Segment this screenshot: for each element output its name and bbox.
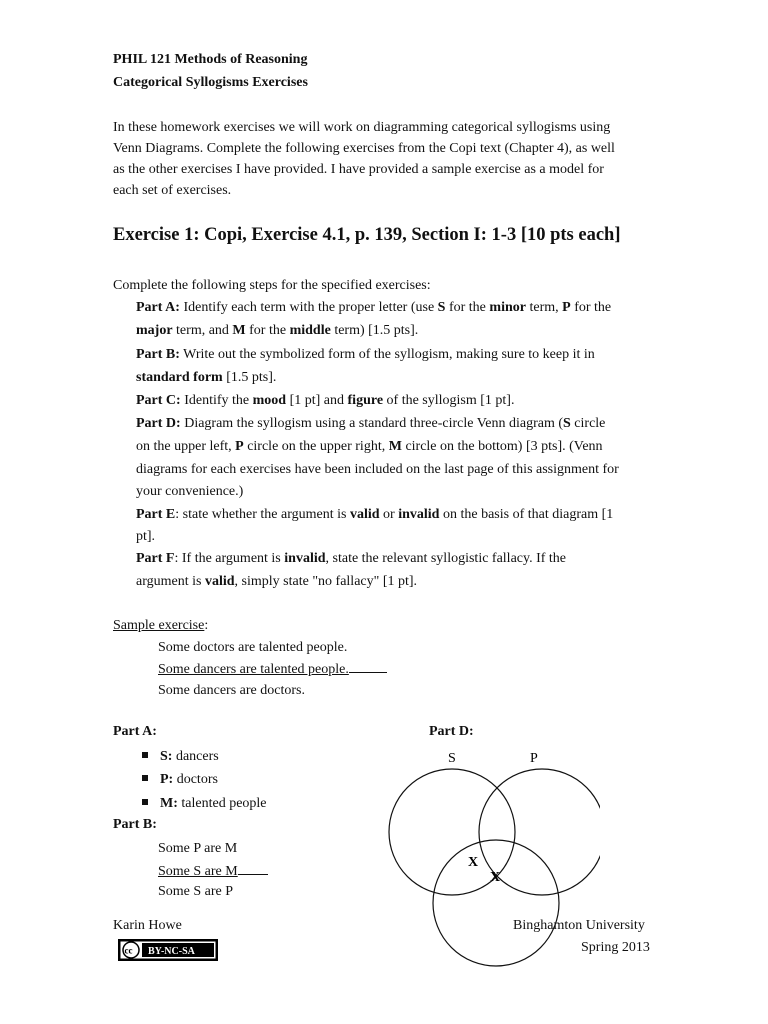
part-a-line-1: Part A: Identify each term with the proper letter (use S for the minor term, P for the	[136, 300, 612, 315]
part-a-heading: Part A:	[113, 724, 157, 739]
part-b-conclusion: Some S are P	[158, 884, 234, 899]
part-b-premise-1: Some P are M	[158, 841, 238, 856]
venn-diagram	[380, 745, 600, 990]
bullet-icon	[142, 775, 148, 781]
part-a-item-p: P: doctors	[142, 769, 218, 791]
sample-label: Sample exercise:	[113, 618, 209, 633]
sample-conclusion: Some dancers are doctors.	[158, 683, 305, 698]
course-title: PHIL 121 Methods of Reasoning	[113, 52, 308, 67]
sample-premise-1: Some doctors are talented people.	[158, 640, 348, 655]
intro-line-1: In these homework exercises we will work on diagramming categorical syllogisms using	[113, 120, 611, 135]
bullet-icon	[142, 752, 148, 758]
part-b-line-2: standard form [1.5 pts].	[136, 370, 277, 385]
part-d-heading: Part D:	[429, 724, 474, 739]
venn-mark-x1: X	[468, 855, 479, 870]
steps-intro: Complete the following steps for the specified exercises:	[113, 278, 431, 293]
part-f-line-2: argument is valid, simply state "no fallacy" [1 pt].	[136, 574, 418, 589]
part-b-heading: Part B:	[113, 817, 157, 832]
part-a-item-s: S: dancers	[142, 746, 219, 768]
venn-label-s: S	[448, 751, 456, 766]
footer-author: Karin Howe	[113, 918, 182, 933]
exercise-heading: Exercise 1: Copi, Exercise 4.1, p. 139, Section I: 1-3 [10 pts each]	[113, 225, 621, 245]
venn-label-p: P	[530, 751, 538, 766]
sample-premise-2: Some dancers are talented people.	[158, 658, 387, 681]
part-d-line-2: on the upper left, P circle on the upper right, M circle on the bottom) [3 pts]. (Venn	[136, 439, 603, 454]
cc-logo-text: cc	[124, 945, 133, 956]
footer-term: Spring 2013	[581, 940, 650, 955]
intro-line-4: each set of exercises.	[113, 183, 232, 198]
part-e-line-1: Part E: state whether the argument is valid or invalid on the basis of that diagram [1	[136, 507, 614, 522]
venn-mark-x2: X	[490, 870, 501, 885]
part-a-item-m: M: talented people	[142, 793, 267, 815]
cc-license-badge	[118, 939, 218, 961]
part-d-line-4: your convenience.)	[136, 484, 244, 499]
part-b-premise-2: Some S are M	[158, 860, 268, 883]
cc-license-text: BY-NC-SA	[148, 946, 195, 957]
part-a-line-2: major term, and M for the middle term) [1.5 pts].	[136, 323, 419, 338]
part-b-line-1: Part B: Write out the symbolized form of the syllogism, making sure to keep it in	[136, 347, 595, 362]
footer-university: Binghamton University	[513, 918, 645, 933]
part-e-line-2: pt].	[136, 529, 156, 544]
part-f-line-1: Part F: If the argument is invalid, state the relevant syllogistic fallacy. If the	[136, 551, 567, 566]
document-subtitle: Categorical Syllogisms Exercises	[113, 75, 308, 90]
bullet-icon	[142, 799, 148, 805]
venn-circle-m	[433, 840, 559, 966]
intro-line-3: as the other exercises I have provided. I have provided a sample exercise as a model for	[113, 162, 604, 177]
part-c-line: Part C: Identify the mood [1 pt] and figure of the syllogism [1 pt].	[136, 393, 515, 408]
intro-line-2: Venn Diagrams. Complete the following exercises from the Copi text (Chapter 4), as well	[113, 141, 615, 156]
part-d-line-3: diagrams for each exercises have been included on the last page of this assignment for	[136, 462, 619, 477]
part-d-line-1: Part D: Diagram the syllogism using a standard three-circle Venn diagram (S circle	[136, 416, 606, 431]
